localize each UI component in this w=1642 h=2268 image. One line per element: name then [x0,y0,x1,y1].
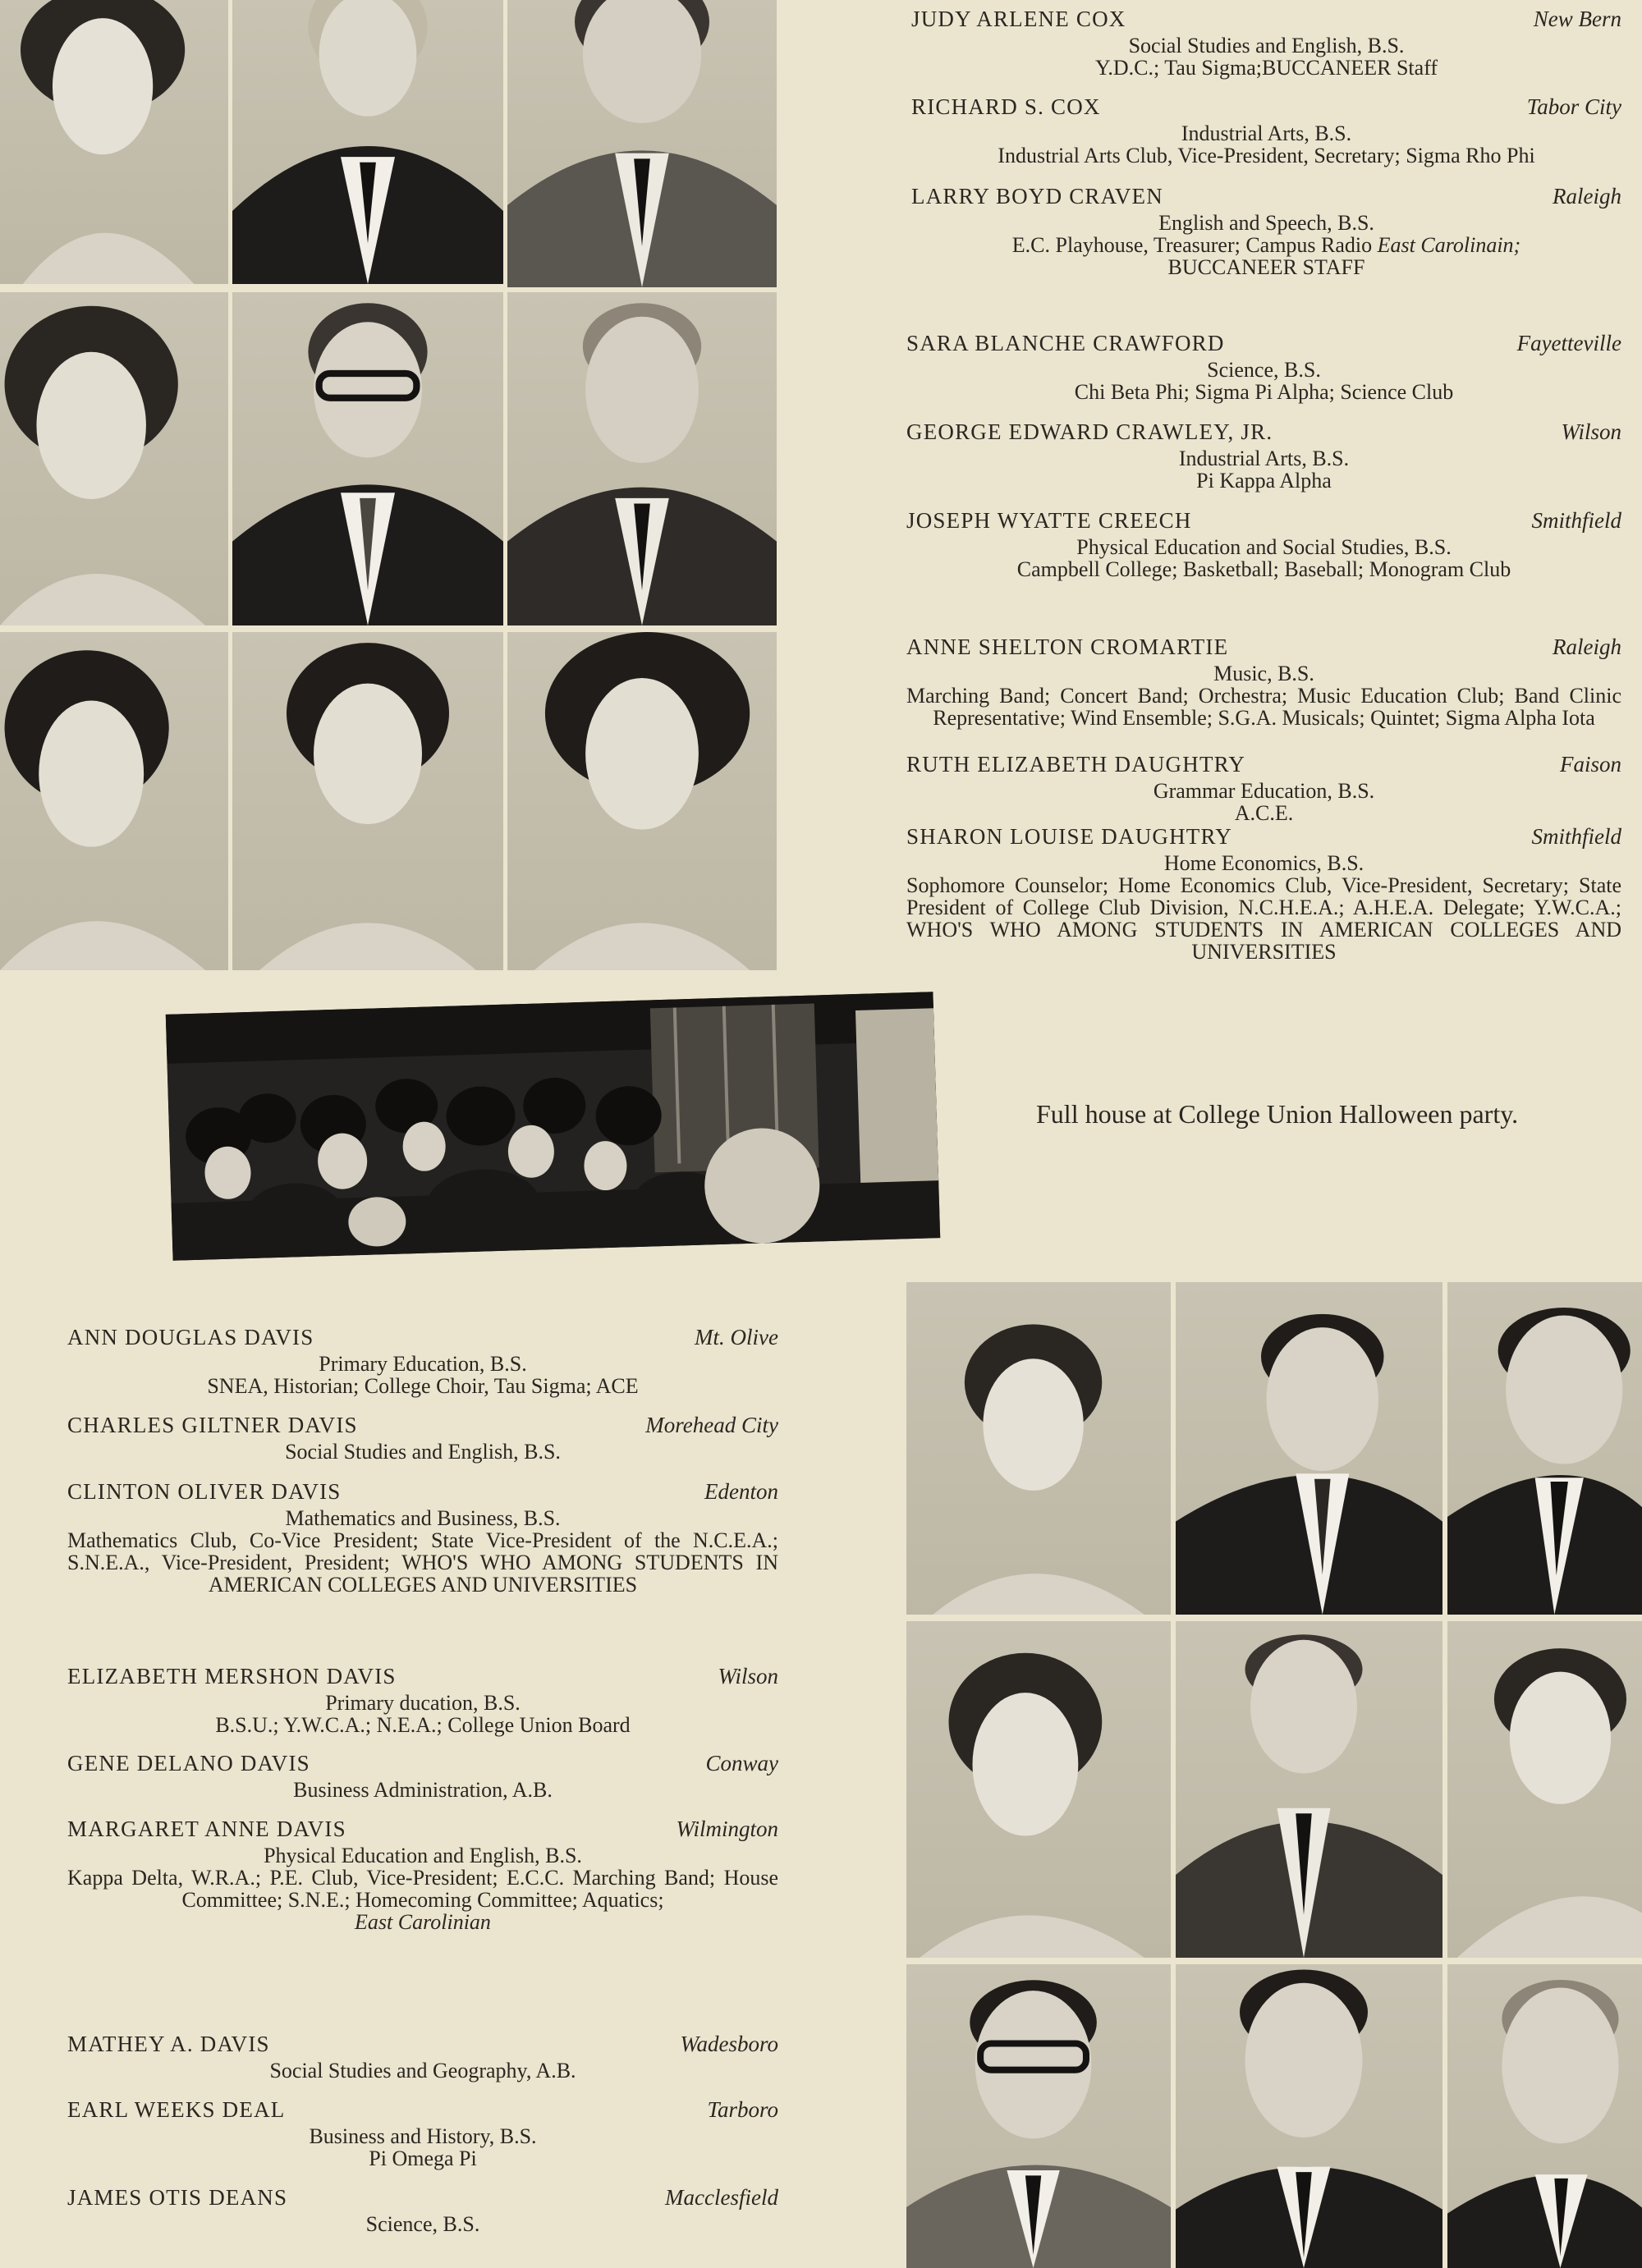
student-hometown: Faison [1559,752,1621,777]
student-activities: Industrial Arts Club, Vice-President, Secretary; Sigma Rho Phi [998,144,1535,167]
student-entry [67,1817,778,1933]
student-major: Social Studies and Geography, A.B. [269,2059,576,2082]
portrait-photo [232,0,503,284]
student-hometown: Tabor City [1526,94,1621,119]
student-major: Physical Education and English, B.S. [264,1844,582,1867]
student-hometown: Wilson [718,1664,778,1688]
student-name: ELIZABETH MERSHON DAVIS [67,1664,397,1688]
student-entry [67,1751,778,1801]
publication-name: East Carolinain; [1377,233,1521,257]
student-activities: B.S.U.; Y.W.C.A.; N.E.A.; College Union Board [215,1713,631,1737]
student-entry [911,7,1621,79]
student-entry [906,419,1621,492]
student-hometown: Smithfield [1531,824,1621,849]
student-name: ANN DOUGLAS DAVIS [67,1325,314,1349]
student-hometown: Wilmington [676,1817,778,1841]
portrait-photo [1176,1282,1442,1615]
student-hometown: Raleigh [1553,635,1621,659]
portrait-photo [0,0,228,284]
student-entry [906,635,1621,729]
student-hometown: New Bern [1533,7,1621,31]
portrait-photo [507,632,777,970]
portrait-photo [906,1621,1171,1958]
photo-caption: Full house at College Union Halloween party. [1036,1099,1519,1129]
student-name: GENE DELANO DAVIS [67,1751,310,1775]
portrait-photo [906,1282,1171,1615]
student-activities: SNEA, Historian; College Choir, Tau Sigma; ACE [207,1374,639,1398]
activities-text: E.C. Playhouse, Treasurer; Campus Radio [1011,233,1378,257]
student-name: JOSEPH WYATTE CREECH [906,508,1192,533]
student-major: Primary ducation, B.S. [325,1691,521,1715]
student-activities: Kappa Delta, W.R.A.; P.E. Club, Vice-President; E.C.C. Marching Band; House Committee; S.N.E.; Homecoming Committee; Aquatics; [67,1866,778,1912]
student-name: CLINTON OLIVER DAVIS [67,1479,342,1504]
portrait-photo [1447,1282,1642,1615]
publication-name: East Carolinian [355,1910,491,1934]
student-hometown: Wadesboro [680,2032,778,2056]
student-major: Social Studies and English, B.S. [285,1440,561,1464]
student-name: MATHEY A. DAVIS [67,2032,270,2056]
student-entry [67,1413,778,1463]
portrait-photo [906,1964,1171,2268]
student-activities-cont: BUCCANEER STAFF [1167,255,1365,279]
portrait-photo [1447,1621,1642,1958]
student-major: Science, B.S. [365,2212,480,2236]
student-hometown: Tarboro [707,2097,778,2122]
student-activities: Chi Beta Phi; Sigma Pi Alpha; Science Club [1074,380,1454,404]
student-entry [906,752,1621,824]
student-name: CHARLES GILTNER DAVIS [67,1413,358,1437]
student-major: Grammar Education, B.S. [1153,779,1375,803]
portrait-photo [0,632,228,970]
student-name: JUDY ARLENE COX [911,7,1126,31]
student-name: SHARON LOUISE DAUGHTRY [906,824,1232,849]
student-entry [906,331,1621,403]
student-name: LARRY BOYD CRAVEN [911,184,1163,208]
portrait-photo [232,632,503,970]
student-entry [67,2185,778,2235]
student-name: RICHARD S. COX [911,94,1101,119]
student-major: Business Administration, A.B. [293,1778,553,1802]
student-major: Social Studies and English, B.S. [1128,34,1405,57]
student-major: Home Economics, B.S. [1163,851,1365,875]
student-entry [906,824,1621,963]
student-activities: Sophomore Counselor; Home Economics Club, Vice-President, Secretary; State President of College Club Division, N.C.H.E.A.; A.H.E.A. Delegate; Y.W.C.A.; WHO'S WHO AMONG STUDENTS IN AMERICAN COLLEGES AND UNIVERSITIES [906,873,1621,964]
student-major: Mathematics and Business, B.S. [285,1506,561,1530]
portrait-photo [232,292,503,625]
student-name: JAMES OTIS DEANS [67,2185,288,2210]
student-activities: Marching Band; Concert Band; Orchestra; Music Education Club; Band Clinic Representative; Wind Ensemble; S.G.A. Musicals; Quintet; Sigma Alpha Iota [906,684,1621,730]
student-major: English and Speech, B.S. [1158,211,1374,235]
student-name: GEORGE EDWARD CRAWLEY, JR. [906,419,1273,444]
student-activities [911,234,1621,256]
student-hometown: Edenton [704,1479,778,1504]
student-entry [67,2097,778,2169]
student-name: SARA BLANCHE CRAWFORD [906,331,1225,355]
student-major: Science, B.S. [1207,358,1321,382]
student-activities: Y.D.C.; Tau Sigma;BUCCANEER Staff [1094,56,1438,80]
student-entry [906,508,1621,580]
student-activities: Pi Kappa Alpha [1196,469,1332,493]
portrait-photo [1176,1621,1442,1958]
student-hometown: Morehead City [645,1413,778,1437]
student-name: RUTH ELIZABETH DAUGHTRY [906,752,1246,777]
student-activities: Pi Omega Pi [369,2147,477,2170]
portrait-photo [1176,1964,1442,2268]
student-activities: Campbell College; Basketball; Baseball; Monogram Club [1016,557,1511,581]
student-hometown: Macclesfield [665,2185,778,2210]
student-name: EARL WEEKS DEAL [67,2097,286,2122]
student-major: Physical Education and Social Studies, B.S. [1076,535,1452,559]
student-hometown: Raleigh [1553,184,1621,208]
student-entry [67,2032,778,2082]
student-name: ANNE SHELTON CROMARTIE [906,635,1229,659]
student-name: MARGARET ANNE DAVIS [67,1817,346,1841]
student-entry [67,1479,778,1596]
student-major: Industrial Arts, B.S. [1181,121,1352,145]
party-photo [166,992,940,1261]
student-hometown: Smithfield [1531,508,1621,533]
student-entry [67,1325,778,1397]
portrait-photo [507,292,777,625]
student-hometown: Wilson [1561,419,1621,444]
student-entry [911,94,1621,167]
portrait-photo [507,0,777,287]
portrait-photo [1447,1964,1642,2268]
student-major: Music, B.S. [1213,662,1314,685]
student-entry [67,1664,778,1736]
student-major: Business and History, B.S. [309,2124,537,2148]
student-activities: A.C.E. [1234,801,1294,825]
portrait-photo [0,292,228,625]
student-major: Industrial Arts, B.S. [1178,447,1350,470]
student-activities: Mathematics Club, Co-Vice President; State Vice-President of the N.C.E.A.; S.N.E.A., Vice-President, President; WHO'S WHO AMONG STUDENTS IN AMERICAN COLLEGES AND UNIVERSITIES [67,1528,778,1597]
student-hometown: Mt. Olive [695,1325,778,1349]
student-hometown: Fayetteville [1516,331,1621,355]
student-entry [911,184,1621,278]
student-hometown: Conway [705,1751,778,1775]
student-major: Primary Education, B.S. [319,1352,527,1376]
